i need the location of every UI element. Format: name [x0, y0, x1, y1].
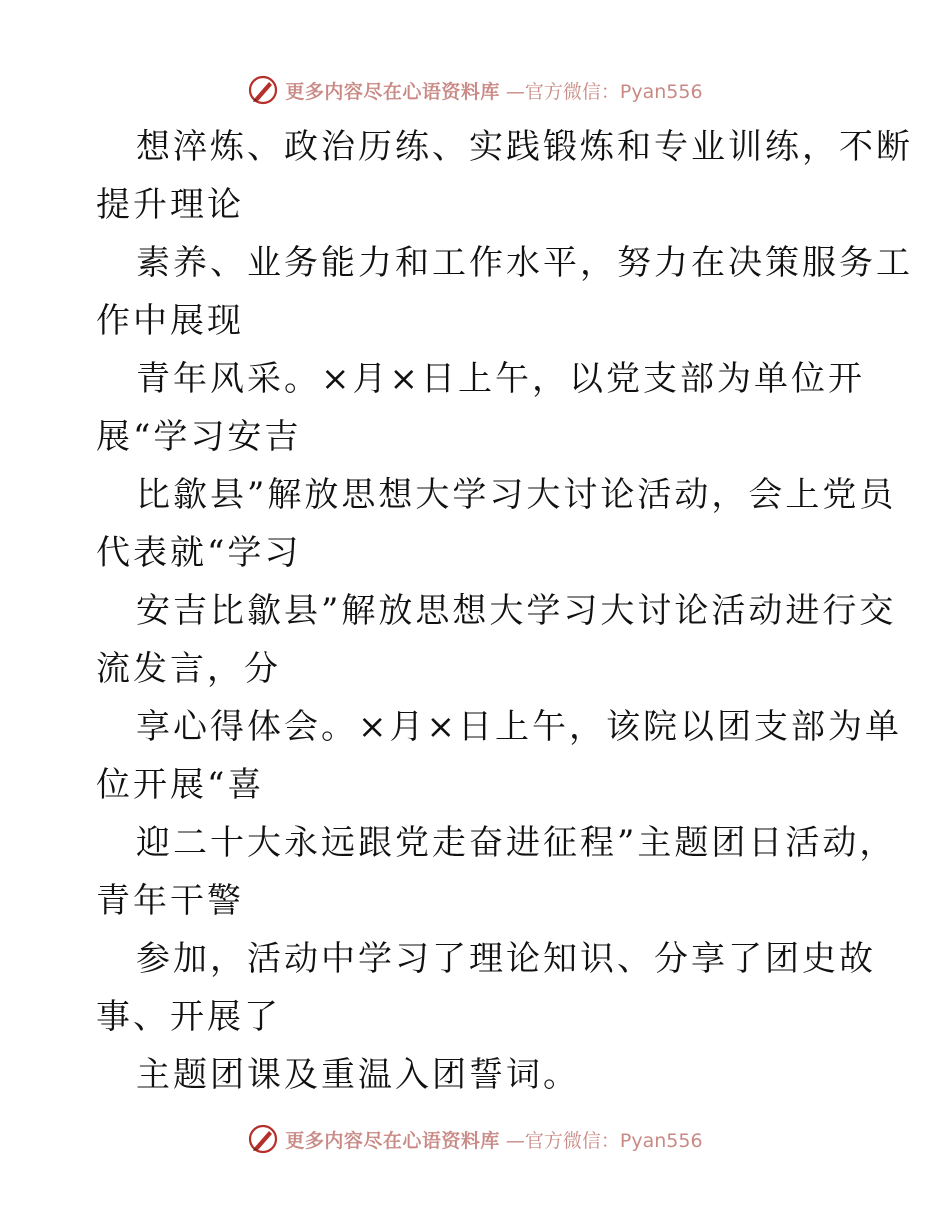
text-line: 提升理论: [96, 185, 244, 225]
text-line: 主题团课及重温入团誓词。: [136, 1055, 580, 1095]
text-line: 比歙县”解放思想大学习大讨论活动，会上党员: [136, 475, 897, 515]
text-line: 事、开展了: [96, 997, 281, 1037]
text-line: 迎二十大永远跟党走奋进征程”主题团日活动，: [136, 823, 897, 863]
pen-logo-icon: [247, 1123, 279, 1155]
pen-logo-icon: [247, 74, 279, 106]
text-line: 位开展“喜: [96, 765, 265, 805]
text-line: 展“学习安吉: [96, 417, 302, 457]
text-line: 享心得体会。×月×日上午，该院以团支部为单: [136, 707, 902, 747]
text-line: 参加，活动中学习了理论知识、分享了团史故: [136, 939, 876, 979]
text-line: 青年干警: [96, 881, 244, 921]
watermark-brand: 更多内容尽在心语资料库: [285, 1129, 500, 1152]
text-line: 青年风采。×月×日上午，以党支部为单位开: [136, 359, 865, 399]
text-line: 流发言，分: [96, 649, 281, 689]
watermark-brand: 更多内容尽在心语资料库: [285, 80, 500, 103]
text-line: 想淬炼、政治历练、实践锻炼和专业训练，不断: [136, 127, 913, 167]
header-watermark: [0, 72, 950, 108]
watermark-contact: —官方微信：Pyan556: [505, 80, 703, 103]
watermark-contact: —官方微信：Pyan556: [505, 1129, 703, 1152]
text-line: 素养、业务能力和工作水平，努力在决策服务工: [136, 243, 913, 283]
text-line: 代表就“学习: [96, 533, 302, 573]
document-body: [96, 118, 913, 1104]
text-line: 作中展现: [96, 301, 244, 341]
footer-watermark: [0, 1121, 950, 1157]
text-line: 安吉比歙县”解放思想大学习大讨论活动进行交: [136, 591, 897, 631]
